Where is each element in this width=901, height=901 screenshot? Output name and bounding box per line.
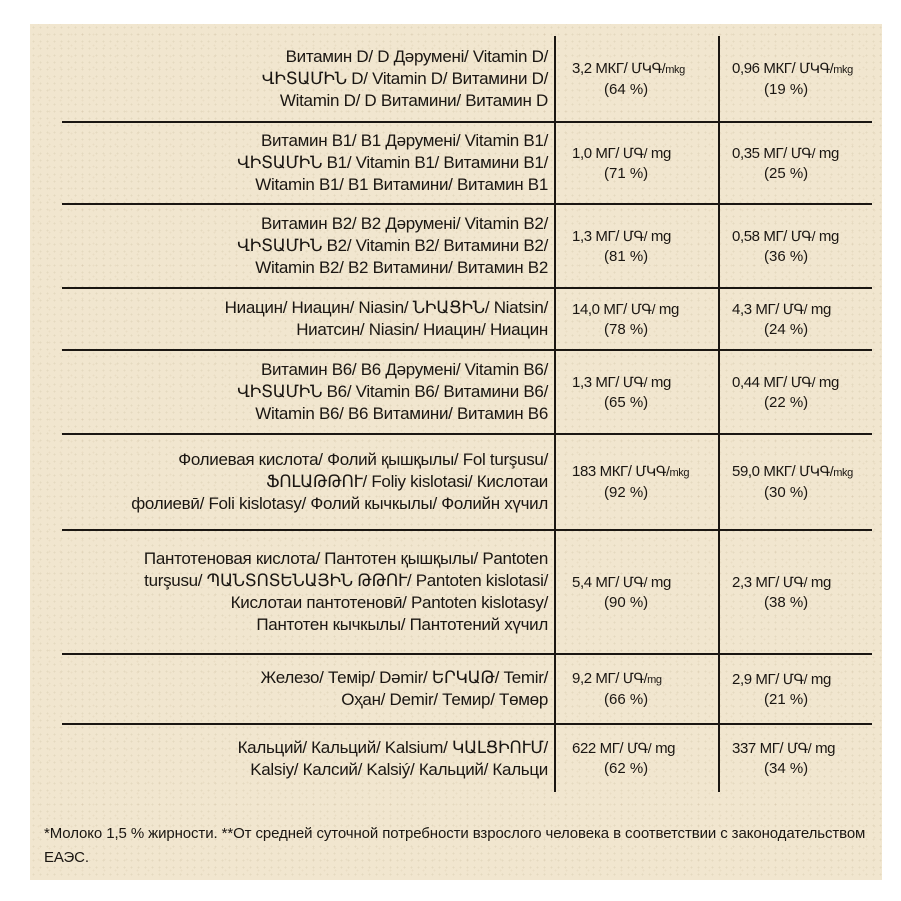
value-column-1: 14,0 МГ/ ՄԳ/ mg (78 %): [555, 288, 719, 350]
table-row: [62, 122, 872, 204]
nutrient-name: Железо/ Темір/ Dəmir/ ԵՐԿԱԹ/ Temir/ Оҳан/ Demir/ Темир/ Төмөр: [62, 654, 555, 724]
value-column-2: 0,58 МГ/ ՄԳ/ mg (36 %): [732, 227, 839, 265]
value-column-1: 1,3 МГ/ ՄԳ/ mg (81 %): [555, 204, 719, 288]
table-row: [62, 288, 872, 350]
table-row: [62, 654, 872, 724]
table-row: [62, 36, 872, 122]
table-row: [62, 204, 872, 288]
nutrient-name: Витамин В6/ В6 Дәрумені/ Vitamin B6/ ՎԻՏԱՄԻՆ B6/ Vitamin B6/ Витамини В6/ Witamin B6/ B6 Витамини/ Витамин В6: [62, 350, 555, 434]
value-column-1: 622 МГ/ ՄԳ/ mg (62 %): [555, 724, 719, 792]
value-column-1: 1,0 МГ/ ՄԳ/ mg (71 %): [555, 122, 719, 204]
nutrient-name: Витамин В2/ В2 Дәрумені/ Vitamin B2/ ՎԻՏԱՄԻՆ B2/ Vitamin B2/ Витамини В2/ Witamin B2/ B2 Витамини/ Витамин В2: [62, 204, 555, 288]
value-column-2: 2,3 МГ/ ՄԳ/ mg (38 %): [732, 573, 831, 611]
nutrient-name: Кальций/ Кальций/ Kalsium/ ԿԱԼՑԻՈՒՄ/ Kalsiy/ Калсий/ Kalsiý/ Кальций/ Кальци: [62, 724, 555, 792]
value-column-2: 59,0 МКГ/ ՄԿԳ/mkg (30 %): [732, 463, 853, 501]
value-column-2: 4,3 МГ/ ՄԳ/ mg (24 %): [732, 300, 831, 338]
nutrient-name: Ниацин/ Ниацин/ Niasin/ ՆԻԱՑԻՆ/ Niatsin/ Ниатсин/ Niasin/ Ниацин/ Ниацин: [62, 288, 555, 350]
value-column-1: 9,2 МГ/ ՄԳ/mg (66 %): [555, 654, 719, 724]
nutrient-name: Витамин D/ D Дәрумені/ Vitamin D/ ՎԻՏԱՄԻՆ D/ Vitamin D/ Витамини D/ Witamin D/ D Витамини/ Витамин D: [62, 36, 555, 122]
value-column-2: 0,96 МКГ/ ՄԿԳ/mkg (19 %): [732, 59, 853, 98]
value-column-2: 337 МГ/ ՄԳ/ mg (34 %): [732, 740, 836, 777]
value-column-2: 0,35 МГ/ ՄԳ/ mg (25 %): [732, 144, 839, 182]
value-column-1: 5,4 МГ/ ՄԳ/ mg (90 %): [555, 530, 719, 654]
value-column-1: 183 МКГ/ ՄԿԳ/mkg (92 %): [555, 434, 719, 530]
nutrient-name: Фолиевая кислота/ Фолий қышқылы/ Fol turşusu/ ՖՈԼԱԹԹՈՒ/ Foliy kislotasi/ Кислотаи фолиевӣ/ Foli kislotasy/ Фолий кычкылы/ Фолийн хүчил: [62, 434, 555, 530]
nutrition-table: [62, 36, 872, 792]
footnote: *Молоко 1,5 % жирности. **От средней суточной потребности взрослого человека в соответствии с законодательством ЕАЭС.: [44, 825, 866, 866]
table-row: [62, 350, 872, 434]
value-column-1: 1,3 МГ/ ՄԳ/ mg (65 %): [555, 350, 719, 434]
table-row: [62, 434, 872, 530]
value-column-2: 0,44 МГ/ ՄԳ/ mg (22 %): [732, 373, 839, 411]
value-column-1: 3,2 МКГ/ ՄԿԳ/mkg (64 %): [555, 36, 719, 122]
nutrient-name: Пантотеновая кислота/ Пантотен қышқылы/ Pantoten turşusu/ ՊԱՆՏՈՏԵՆԱՅԻՆ ԹԹՈՒ/ Pantoten kislotasi/ Кислотаи пантотеновӣ/ Pantoten kislotasy/ Пантотен кычкылы/ Пантотений хүчил: [62, 530, 555, 654]
nutrient-name: Витамин В1/ В1 Дәрумені/ Vitamin B1/ ՎԻՏԱՄԻՆ B1/ Vitamin B1/ Витамини В1/ Witamin B1/ B1 Витамини/ Витамин В1: [62, 122, 555, 204]
value-column-2: 2,9 МГ/ ՄԳ/ mg (21 %): [732, 670, 831, 708]
table-row: [62, 724, 872, 792]
table-row: [62, 530, 872, 654]
